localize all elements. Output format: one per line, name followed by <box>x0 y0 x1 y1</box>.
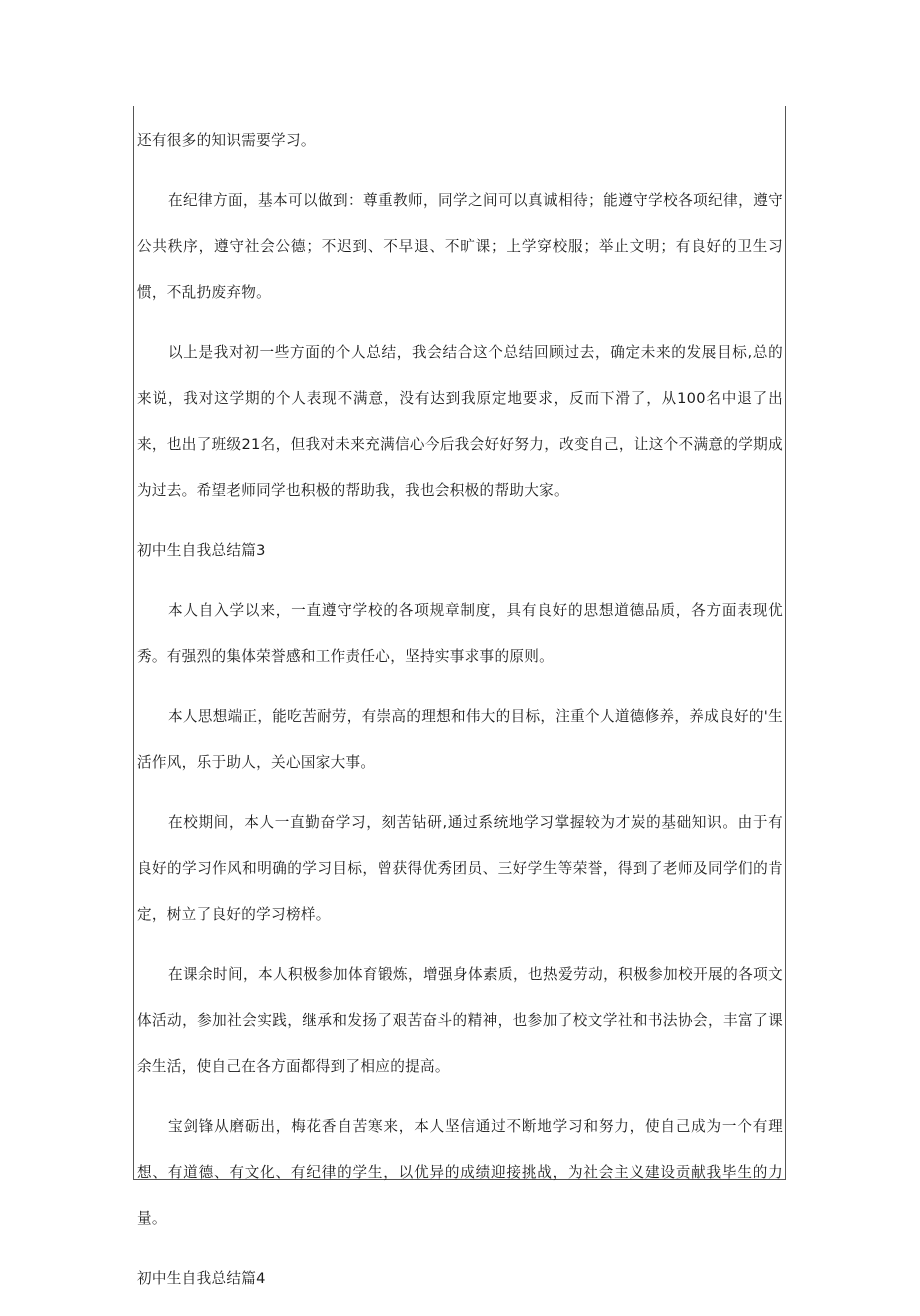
continuation-paragraph: 还有很多的知识需要学习。 <box>137 132 316 149</box>
discipline-paragraph: 在纪律方面，基本可以做到：尊重教师，同学之间可以真诚相待；能遵守学校各项纪律，遵守公共秩序，遵守社会公德；不迟到、不早退、不旷课；上学穿校服；举止文明；有良好的卫生习惯，不乱扔废弃物。 <box>137 192 783 301</box>
section3-paragraph-4: 在课余时间，本人积极参加体育锻炼，增强身体素质，也热爱劳动，积极参加校开展的各项文体活动，参加社会实践，继承和发扬了艰苦奋斗的精神，也参加了校文学社和书法协会，丰富了课余生活，使自己在各方面都得到了相应的提高。 <box>137 966 783 1075</box>
section3-paragraph-3: 在校期间，本人一直勤奋学习，刻苦钻研,通过系统地学习掌握较为才炭的基础知识。由于有良好的学习作风和明确的学习目标，曾获得优秀团员、三好学生等荣誉，得到了老师及同学们的肯定，树立了良好的学习榜样。 <box>137 814 783 923</box>
section3-paragraph-5: 宝剑锋从磨砺出，梅花香自苦寒来，本人坚信通过不断地学习和努力，使自己成为一个有理想、有道德、有文化、有纪律的学生，以优异的成绩迎接挑战，为社会主义建设贡献我毕生的力量。 <box>137 1118 783 1227</box>
section-heading-4: 初中生自我总结篇4 <box>137 1270 266 1287</box>
section3-paragraph-1: 本人自入学以来，一直遵守学校的各项规章制度，具有良好的思想道德品质，各方面表现优秀。有强烈的集体荣誉感和工作责任心，坚持实事求事的原则。 <box>137 602 783 665</box>
summary-paragraph: 以上是我对初一些方面的个人总结，我会结合这个总结回顾过去，确定未来的发展目标,总的来说，我对这学期的个人表现不满意，没有达到我原定地要求，反而下滑了，从100名中退了出来，也出了班级21名，但我对未来充满信心今后我会好好努力，改变自己，让这个不满意的学期成为过去。希望老师同学也积极的帮助我，我也会积极的帮助大家。 <box>137 344 783 499</box>
section-heading-3: 初中生自我总结篇3 <box>137 542 266 559</box>
section3-paragraph-2: 本人思想端正，能吃苦耐劳，有崇高的理想和伟大的目标，注重个人道德修养，养成良好的'生活作风，乐于助人，关心国家大事。 <box>137 708 783 771</box>
document-body <box>137 118 783 1316</box>
